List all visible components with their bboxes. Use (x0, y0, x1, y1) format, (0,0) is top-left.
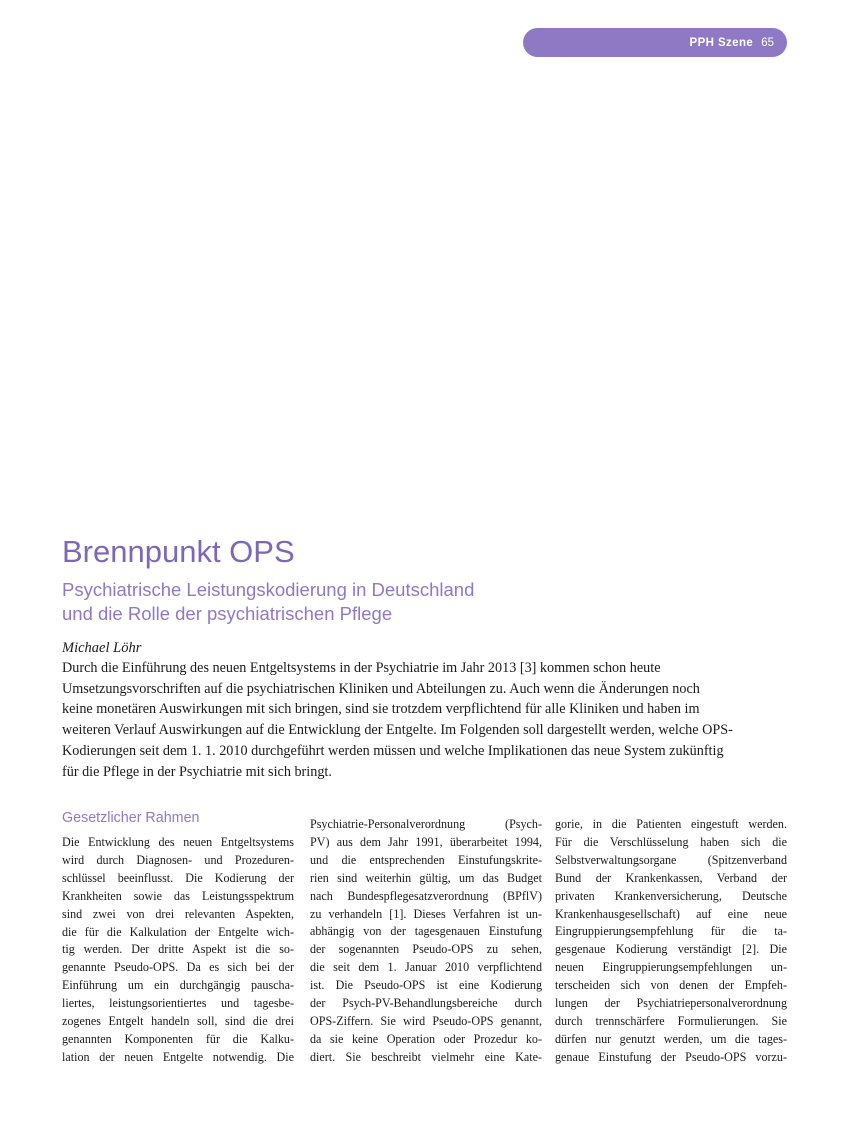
column-line: zu verhandeln [1]. Dieses Verfahren ist un- (310, 906, 542, 921)
column-line: Die Entwicklung des neuen Entgeltsystems (62, 835, 294, 849)
column-line: schlüssel beeinflusst. Die Kodierung der (62, 870, 294, 885)
lead-line: weiteren Verlauf Auswirkungen auf die Entwicklung der Entgelte. Im Folgenden soll dargestellt werden, welche OPS- (62, 722, 733, 739)
column-line: nach Bundespflegesatzverordnung (BPflV) (310, 888, 542, 903)
column-text (555, 816, 787, 1067)
column-line: genannte Pseudo-OPS. Da es sich bei der (62, 960, 294, 975)
column-line: sind zwei von drei relevanten Aspekten, (62, 906, 294, 921)
column-line: rien sind weiterhin gültig, um das Budget (310, 870, 542, 885)
column-line: Selbstverwaltungsorgane (Spitzenverband (555, 852, 787, 867)
column-line: liertes, leistungsorientiertes und tagesbe- (62, 996, 294, 1011)
column-line: dürfen nur genutzt werden, um die tages- (555, 1031, 787, 1046)
column-line: ist. Die Pseudo-OPS ist eine Kodierung (310, 978, 542, 993)
column-line: OPS-Ziffern. Sie wird Pseudo-OPS genannt, (310, 1013, 542, 1028)
column-line: Für die Verschlüsselung haben sich die (555, 834, 787, 849)
column-line: und die entsprechenden Einstufungskrite- (310, 852, 542, 867)
running-header (523, 28, 787, 57)
column-line: tig werden. Der dritte Aspekt ist die so- (62, 942, 294, 957)
lead-line: Kodierungen seit dem 1. 1. 2010 durchgeführt werden müssen und welche Implikationen das neue System zukünftig (62, 742, 724, 759)
column-line: lation der neuen Entgelte notwendig. Die (62, 1049, 294, 1064)
column-line: die seit dem 1. Januar 2010 verpflichtend (310, 960, 542, 975)
column-line: der sogenannten Pseudo-OPS zu sehen, (310, 942, 542, 957)
column-line: abhängig von der tagesgenauen Einstufung (310, 924, 542, 939)
subtitle-line: und die Rolle der psychiatrischen Pflege (62, 603, 393, 624)
column-line: diert. Sie beschreibt vielmehr eine Kate- (310, 1049, 542, 1064)
column-line: genaue Einstufung der Pseudo-OPS vorzu- (555, 1049, 787, 1064)
column-line: Psychiatrie-Personalverordnung (Psych- (310, 817, 542, 831)
lead-line: keine monetären Auswirkungen mit sich bringen, sind sie trotzdem verpflichtend für alle Kliniken und haben im (62, 701, 700, 718)
column-line: Einführung um ein durchgängig pauscha- (62, 978, 294, 993)
column-line: Krankenhausgesellschaft) auf eine neue (555, 906, 787, 921)
lead-line: Durch die Einführung des neuen Entgeltsystems in der Psychiatrie im Jahr 2013 [3] kommen schon heute (62, 660, 661, 676)
column-line: terscheiden sich von denen der Empfeh- (555, 978, 787, 993)
body-column-1 (62, 808, 294, 1067)
page-number: 65 (761, 36, 774, 49)
column-line: Bund der Krankenkassen, Verband der (555, 870, 787, 885)
column-line: genannten Komponenten für die Kalku- (62, 1031, 294, 1046)
lead-paragraph (62, 658, 792, 782)
subtitle-line: Psychiatrische Leistungskodierung in Deutschland (62, 579, 475, 600)
article-title: Brennpunkt OPS (62, 534, 295, 569)
lead-line: Umsetzungsvorschriften auf die psychiatrischen Kliniken und Abteilungen zu. Auch wenn die Änderungen noch (62, 680, 700, 697)
column-line: neuen Eingruppierungsempfehlungen un- (555, 960, 787, 975)
column-line: privaten Krankenversicherung, Deutsche (555, 888, 787, 903)
column-line: da sie keine Operation oder Prozedur ko- (310, 1031, 542, 1046)
column-line: zogenes Entgelt handeln soll, sind die drei (62, 1014, 294, 1029)
lead-line: für die Pflege in der Psychiatrie mit sich bringt. (62, 763, 332, 780)
column-text (310, 816, 542, 1067)
body-column-2 (310, 808, 542, 1067)
column-line: der Psych-PV-Behandlungsbereiche durch (310, 996, 542, 1011)
column-line: wird durch Diagnosen- und Prozeduren- (62, 852, 294, 867)
column-line: Eingruppierungsempfehlung für die ta- (555, 924, 787, 939)
column-line: PV) aus dem Jahr 1991, überarbeitet 1994, (310, 834, 542, 849)
header-section-label: PPH Szene (689, 36, 754, 49)
section-heading: Gesetzlicher Rahmen (62, 810, 200, 826)
column-line: gorie, in die Patienten eingestuft werden. (555, 817, 787, 831)
column-line: durch trennschärfere Formulierungen. Sie (555, 1013, 787, 1028)
column-text (62, 834, 294, 1067)
column-line: Krankheiten sowie das Leistungsspektrum (62, 888, 294, 903)
column-line: lungen der Psychiatriepersonalverordnung (555, 996, 787, 1011)
column-line: die für die Kalkulation der Entgelte wich- (62, 924, 294, 939)
author-name: Michael Löhr (62, 640, 142, 656)
article-subtitle (62, 578, 474, 626)
column-line: gesgenaue Kodierung verständigt [2]. Die (555, 942, 787, 957)
body-column-3 (555, 808, 787, 1067)
